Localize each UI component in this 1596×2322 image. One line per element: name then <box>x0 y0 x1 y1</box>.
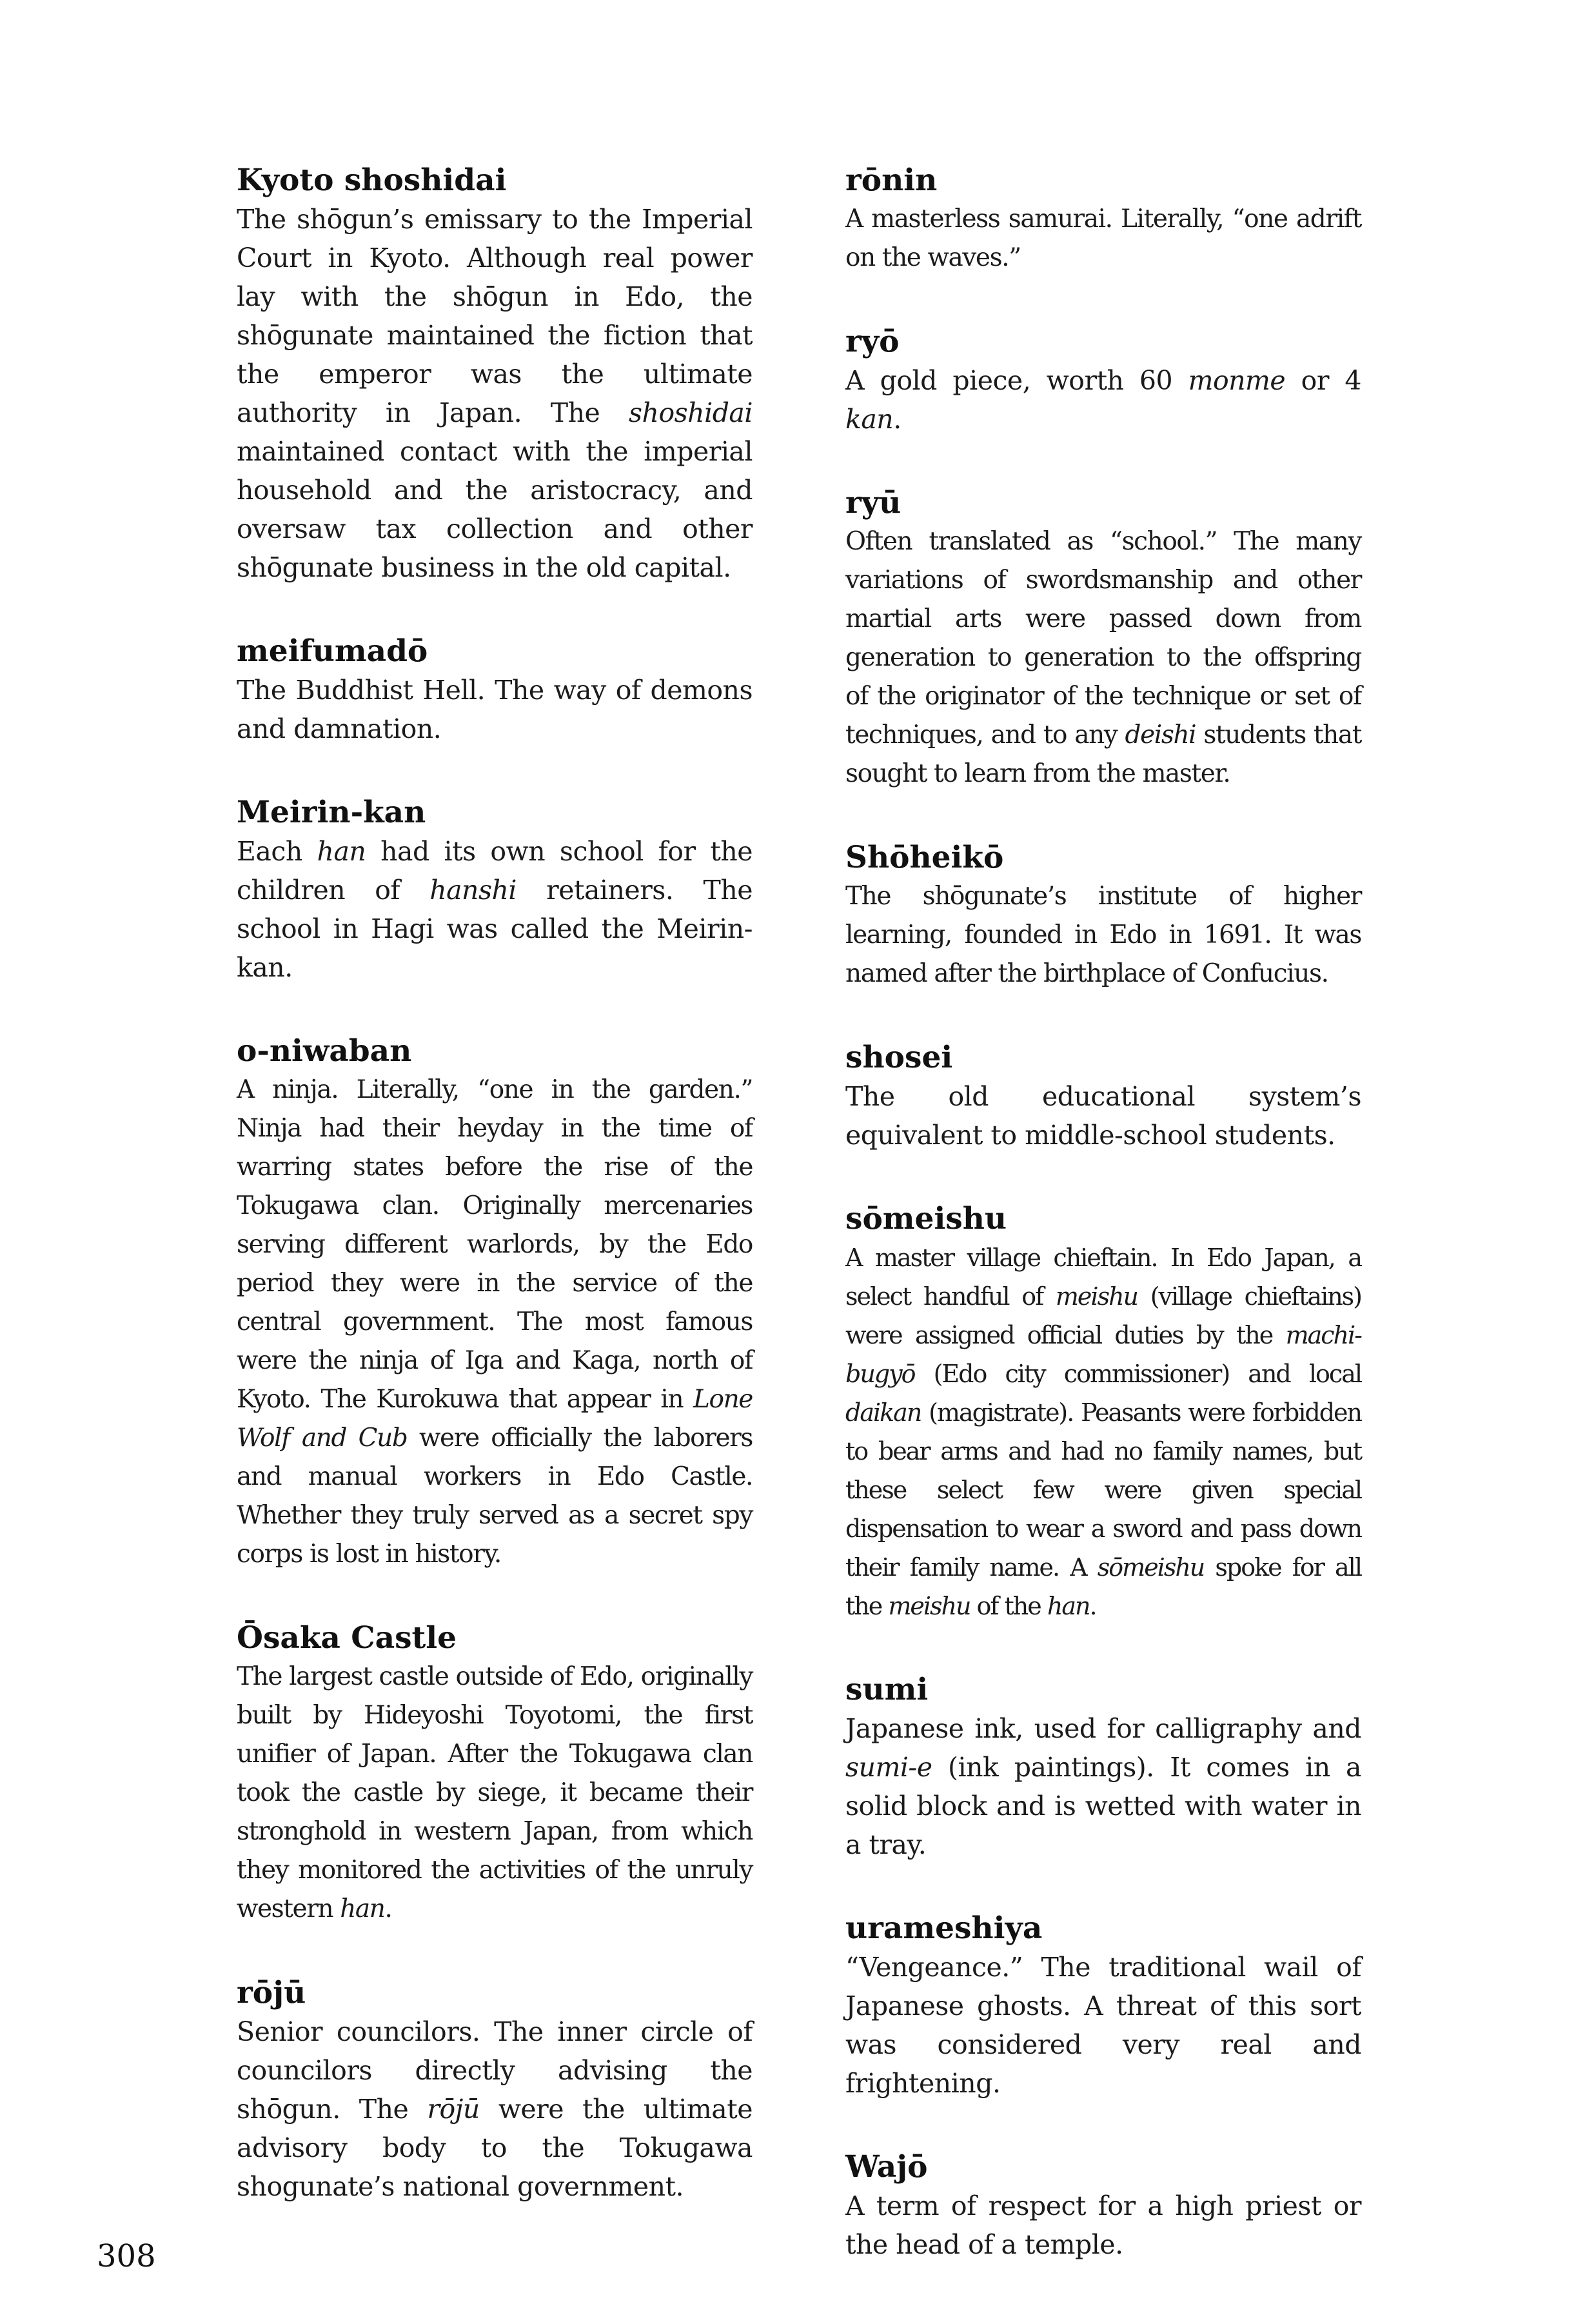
italic-term: sumi-e <box>845 1752 932 1783</box>
italic-term: sōmeishu <box>1097 1553 1205 1582</box>
page-number: 308 <box>97 2238 156 2274</box>
italic-term: hanshi <box>429 875 517 906</box>
italic-term: shoshidai <box>629 397 753 428</box>
entry-term: uramеshiya <box>845 1910 1043 1946</box>
entry-definition <box>845 1948 1361 2103</box>
italic-term: han <box>317 836 366 867</box>
entry-definition <box>237 671 753 748</box>
entry-term: Meirin-kan <box>237 795 426 830</box>
definition-text: “Vengeance.” The traditional wail of Japanese ghosts. A threat of this sort was considered very real and frightening. <box>845 1952 1361 2099</box>
definition-text: (ink paintings). It comes in a solid block and is wetted with water in a tray. <box>845 1752 1361 1860</box>
definition-text: were officially the laborers and manual workers in Edo Castle. Whether they truly served as a secret spy corps is lost in history. <box>237 1424 753 1569</box>
definition-text: The largest castle outside of Edo, originally built by Hideyoshi Toyotomi, the first unifier of Japan. After the Tokugawa clan took the castle by siege, it became their stronghold in western Japan, from which they monitored the activities of the unruly western <box>237 1662 753 1923</box>
glossary-entry <box>237 1974 753 2206</box>
glossary-entry <box>845 1200 1361 1625</box>
italic-term: meishu <box>888 1592 970 1620</box>
entry-definition <box>845 1709 1361 1864</box>
definition-text: were the ultimate advisory body to the Tokugawa shogunate’s national government. <box>237 2094 753 2202</box>
entry-definition <box>845 200 1361 277</box>
definition-text: . <box>893 404 901 435</box>
italic-term: daikan <box>845 1398 921 1427</box>
glossary-entry <box>237 1619 753 1929</box>
definition-text: . <box>384 1894 392 1923</box>
italic-term: deishi <box>1125 720 1196 749</box>
entry-definition <box>237 1071 753 1574</box>
definition-text: . <box>1089 1592 1096 1620</box>
definition-text: (Edo city commissioner) and local <box>914 1360 1361 1388</box>
entry-definition <box>845 2187 1361 2264</box>
glossary-entry <box>237 632 753 748</box>
entry-term: meifumadō <box>237 633 428 669</box>
definition-text: The Buddhist Hell. The way of demons and damnation. <box>237 675 753 744</box>
entry-definition <box>845 877 1361 993</box>
definition-text: A master village chieftain. In Edo Japan, a select handful of <box>845 1244 1361 1311</box>
entry-definition <box>237 200 753 587</box>
definition-text: The old educational system’s equivalent to middle-school students. <box>845 1081 1361 1151</box>
entry-term: ryū <box>845 485 901 521</box>
glossary-entry <box>237 161 753 587</box>
entry-term: Wajō <box>845 2149 928 2185</box>
definition-text: of the <box>970 1592 1047 1620</box>
entry-definition <box>845 1077 1361 1155</box>
definition-text: The shōgunate’s institute of higher learning, founded in Edo in 1691. It was named after the birthplace of Confucius. <box>845 882 1361 988</box>
definition-text: A ninja. Literally, “one in the garden.” Ninja had their heyday in the time of warring states before the rise of the Tokugawa clan. Originally mercenaries serving different warlords, by the Edo period they were in the service of the central government. The most famous were the ninja of Iga and Kaga, north of Kyoto. The Kurokuwa that appear in <box>237 1075 753 1414</box>
entry-definition <box>237 832 753 987</box>
definition-text: spoke for all the <box>845 1553 1361 1620</box>
glossary-entry <box>845 322 1361 439</box>
entry-definition <box>237 1658 753 1929</box>
italic-term: machi-bugyō <box>845 1321 1361 1388</box>
italic-term: meishu <box>1055 1282 1138 1311</box>
entry-definition <box>845 522 1361 793</box>
definition-text: Senior councilors. The inner circle of councilors directly advising the shōgun. The <box>237 2016 753 2125</box>
entry-term: sumi <box>845 1672 929 1707</box>
glossary-left-column <box>237 161 753 2251</box>
entry-term: rōnin <box>845 163 938 198</box>
definition-text: maintained contact with the imperial household and the aristocracy, and oversaw tax collection and other shōgunate business in the old capital. <box>237 436 753 583</box>
glossary-entry <box>845 161 1361 277</box>
glossary-entry <box>237 793 753 987</box>
glossary-right-column <box>845 161 1361 2309</box>
definition-text: A gold piece, worth 60 <box>845 365 1188 396</box>
definition-text: Often translated as “school.” The many variations of swordsmanship and other martial arts were passed down from generation to generation to the offspring of the originator of the technique or set of techniques, and to any <box>845 527 1361 749</box>
italic-term: rōjū <box>427 2094 480 2125</box>
definition-text: or 4 <box>1285 365 1362 396</box>
italic-term: Lone Wolf and Cub <box>237 1385 753 1453</box>
glossary-entry <box>845 484 1361 793</box>
definition-text: students that sought to learn from the master. <box>845 720 1362 788</box>
glossary-entry <box>845 838 1361 993</box>
glossary-entry <box>845 2148 1361 2264</box>
entry-term: Ōsaka Castle <box>237 1620 457 1656</box>
definition-text: A term of respect for a high priest or the head of a temple. <box>845 2190 1361 2260</box>
italic-term: kan <box>845 404 894 435</box>
entry-term: Kyoto shoshidai <box>237 163 507 198</box>
glossary-entry <box>845 1909 1361 2103</box>
entry-term: rōjū <box>237 1975 306 2010</box>
definition-text: Each <box>237 836 317 867</box>
definition-text: retainers. The school in Hagi was called the Meirin-kan. <box>237 875 753 983</box>
entry-term: o-niwaban <box>237 1033 412 1069</box>
italic-term: monme <box>1188 365 1286 396</box>
entry-term: ryō <box>845 324 900 359</box>
entry-term: Shōheikō <box>845 840 1004 875</box>
entry-term: shosei <box>845 1040 953 1075</box>
definition-text: The shōgun’s emissary to the Imperial Court in Kyoto. Although real power lay with the shōgun in Edo, the shōgunate maintained the fiction that the emperor was the ultimate authority in Japan. The <box>237 204 753 428</box>
entry-term: sōmeishu <box>845 1201 1007 1236</box>
definition-text: (village chieftains) were assigned official duties by the <box>845 1282 1361 1349</box>
entry-definition <box>845 1238 1361 1625</box>
entry-definition <box>845 361 1361 439</box>
definition-text: Japanese ink, used for calligraphy and <box>845 1713 1361 1744</box>
glossary-entry <box>237 1032 753 1574</box>
definition-text: A masterless samurai. Literally, “one adrift on the waves.” <box>845 204 1361 272</box>
italic-term: han <box>1047 1592 1090 1620</box>
definition-text: had its own school for the children of <box>237 836 753 906</box>
glossary-entry <box>845 1671 1361 1864</box>
italic-term: han <box>340 1894 385 1923</box>
entry-definition <box>237 2012 753 2206</box>
definition-text: (magistrate). Peasants were forbidden to bear arms and had no family names, but these select few were given special dispensation to wear a sword and pass down their family name. A <box>845 1398 1361 1582</box>
glossary-entry <box>845 1038 1361 1155</box>
